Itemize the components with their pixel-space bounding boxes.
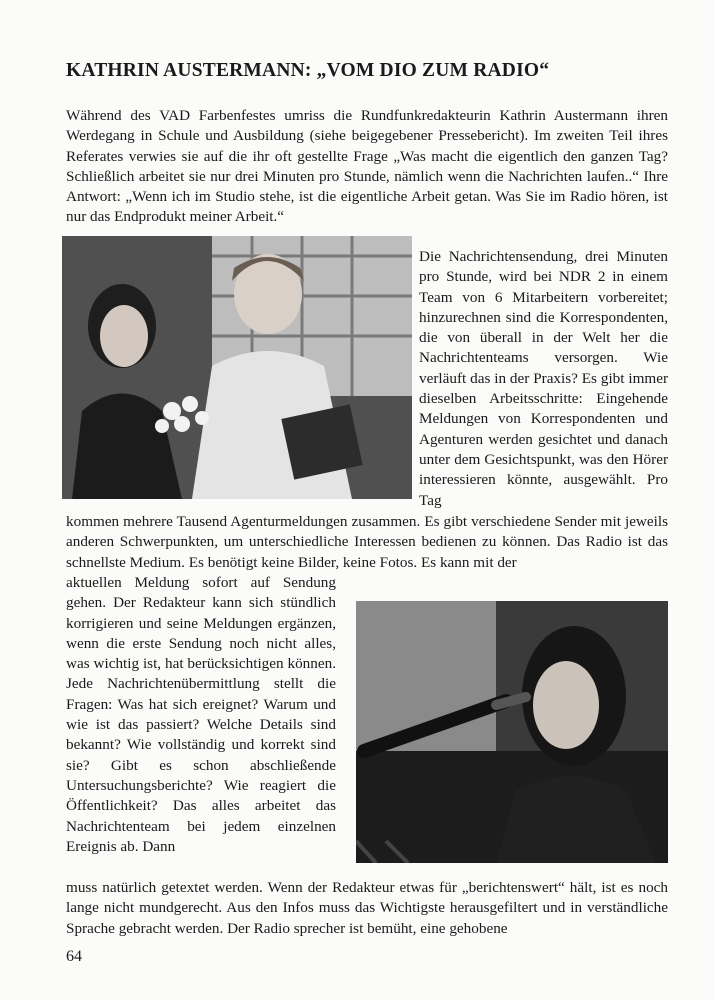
photo-award-presentation: [62, 236, 412, 499]
paragraph-beside-photo2: aktuellen Meldung sofort auf Sendung gehen. Der Redakteur kann sich stündlich korrigieren und seine Meldungen ergänzen, wenn die erste Sendung noch nicht alles, was wichtig ist, hat berücksichtigen können. Jede Nachrichtenübermittlung stellt die Fragen: Was hat sich ereignet? Warum und wie ist das passiert? Welche Details sind bekannt? Wie vollständig und korrekt sind sie? Gibt es schon abschließende Untersuchungsberichte? Wie reagiert die Öffentlichkeit? Das alles arbeitet das Nachrichtenteam bei jedem einzelnen Ereignis ab. Dann: [66, 574, 336, 855]
photo-speaker-at-microphone: [356, 601, 668, 863]
article-title: KATHRIN AUSTERMANN: „VOM DIO ZUM RADIO“: [66, 60, 550, 81]
paragraph-beside-photo1: Die Nachrichtensendung, drei Minuten pro Stunde, wird bei NDR 2 in einem Team von 6 Mitarbeitern vorbereitet; hinzurechnen sind die Korrespondenten, die von überall in der Welt her die Nachrichtenteams versorgen. Wie verläuft das in der Praxis? Es gibt immer dieselben Arbeitsschritte: Eingehende Meldungen von Korrespondenten und Agenturen werden gesichtet und danach unter dem Gesichtspunkt, was den Hörer interessieren könnte, ausgewählt. Pro Tag: [419, 248, 668, 509]
intro-paragraph: Während des VAD Farbenfestes umriss die Rundfunkredakteurin Kathrin Austermann ihren Werdegang in Schule und Ausbildung (siehe beigegebener Pressebericht). Im zweiten Teil ihres Referates verwies sie auf die ihr oft gestellte Frage „Was macht die eigentlich den ganzen Tag? Schließlich arbeitet sie nur drei Minuten pro Stunde, nämlich wenn die Nachrichten laufen..“ Ihre Antwort: „Wenn ich im Studio stehe, ist die eigentliche Arbeit getan. Was Sie im Radio hören, ist nur das Endprodukt meiner Arbeit.“: [66, 107, 668, 226]
page-number: 64: [66, 948, 82, 965]
full-width-paragraph: kommen mehrere Tausend Agenturmeldungen zusammen. Es gibt verschiedene Sender mit jeweils anderen Schwerpunkten, um unterschiedliche Interessen bedienen zu können. Das Radio ist das schnellste Medium. Es benötigt keine Bilder, keine Fotos. Es kann mit der: [66, 513, 668, 571]
closing-paragraph: muss natürlich getextet werden. Wenn der Redakteur etwas für „berichtenswert“ hält, ist es noch lange nicht mundgerecht. Aus den Infos muss das Wichtigste herausgefiltert und in verständliche Sprache gebracht werden. Der Radio sprecher ist bemüht, eine gehobene: [66, 879, 668, 937]
